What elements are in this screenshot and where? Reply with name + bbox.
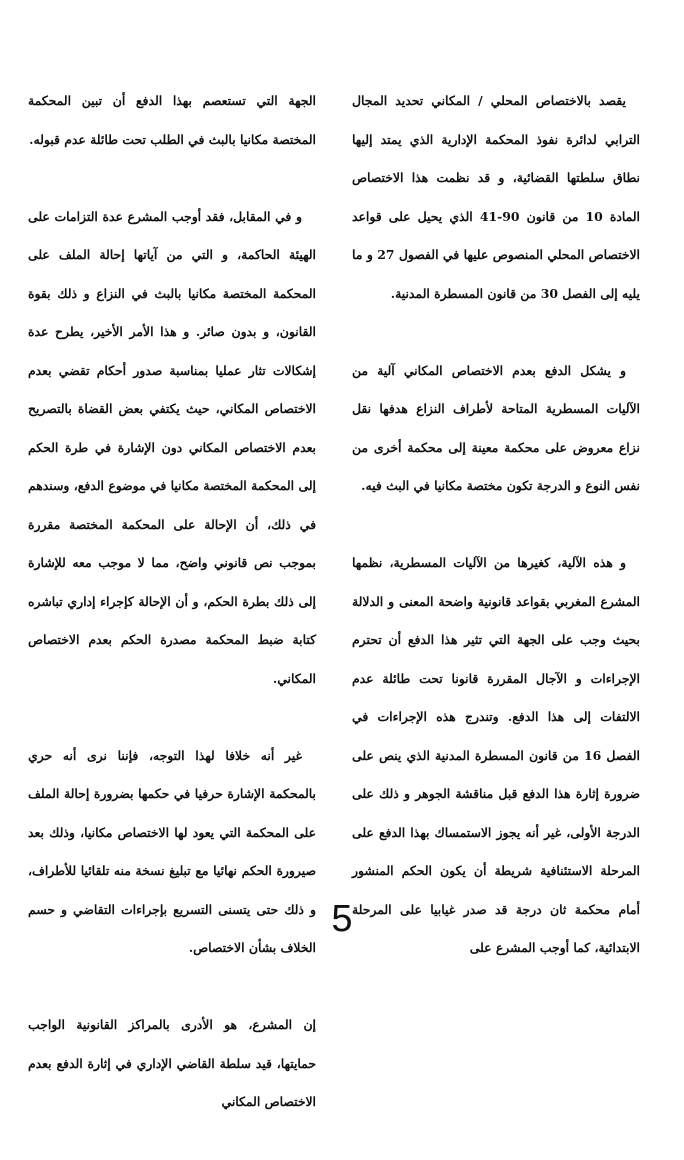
page-number: 5 xyxy=(331,898,353,940)
left-paragraph-1: الجهة التي تستعصم بهذا الدفع أن تبين المحكمة المختصة مكانيا بالبث في الطلب تحت طائلة عدم قبوله. xyxy=(28,93,316,147)
left-paragraph-3: غير أنه خلافا لهذا التوجه، فإننا نرى أنه حري بالمحكمة الإشارة حرفيا في حكمها بضرورة إحالة الملف على المحكمة التي يعود لها الاختصاص مكانيا، وذلك بعد صيرورة الحكم نهائيا مع تبليغ نسخة منه تلقائيا للأطراف، و ذلك حتى يتسنى التسريع بإجراءات التقاضي و حسم الخلاف بشأن الاختصاص. xyxy=(28,747,316,955)
right-paragraph-3: و هذه الآلية، كغيرها من الآليات المسطرية، نظمها المشرع المغربي بقواعد قانونية واضحة المعنى و الدلالة بحيث وجب على الجهة التي تثير هذا الدفع أن تحترم الإجراءات و الآجال المقررة قانونا تحت طائلة عدم الالتفات إلى هذا الدفع. وتندرج هذه الإجراءات في الفصل 16 من قانون المسطرة المدنية الذي ينص على ضرورة إثارة هذا الدفع قبل مناقشة الجوهر و ذلك على الدرجة الأولى، غير أنه يجوز الاستمساك بهذا الدفع على المرحلة الاستئنافية شريطة أن يكون الحكم المنشور أمام محكمة ثان درجة قد صدر غيابيا على المرحلة الابتدائية، كما أوجب المشرع على xyxy=(352,555,640,955)
left-paragraph-4: إن المشرع، هو الأدرى بالمراكز القانونية الواجب حمايتها، قيد سلطة القاضي الإداري في إثارة الدفع بعدم الاختصاص المكاني xyxy=(28,1017,316,1109)
right-paragraph-2: و يشكل الدفع بعدم الاختصاص المكاني آلية من الآليات المسطرية المتاحة لأطراف النزاع هدفها نقل نزاع معروض على محكمة معينة إلى محكمة أخرى من نفس النوع و الدرجة تكون مختصة مكانيا في البث فيه. xyxy=(352,362,640,493)
right-column xyxy=(352,82,640,1006)
right-paragraph-1: يقصد بالاختصاص المحلي / المكاني تحديد المجال الترابي لدائرة نفوذ المحكمة الإدارية الذي يمتد إليها نطاق سلطتها القضائية، و قد نظمت هذا الاختصاص المادة 10 من قانون 90-41 الذي يحيل على قواعد الاختصاص المحلي المنصوص عليها في الفصول 27 و ما يليه إلى الفصل 30 من قانون المسطرة المدنية. xyxy=(352,93,640,301)
left-column xyxy=(28,82,316,1160)
left-paragraph-2: و في المقابل، فقد أوجب المشرع عدة التزامات على الهيئة الحاكمة، و التي من آياتها إحالة الملف على المحكمة المختصة مكانيا بالبث في النزاع و ذلك بقوة القانون، و بدون صائر. و هذا الأمر الأخير، يطرح عدة إشكالات تثار عمليا بمناسبة صدور أحكام تقضي بعدم الاختصاص المكاني، حيث يكتفي بعض القضاة بالتصريح بعدم الاختصاص المكاني دون الإشارة في طرة الحكم إلى المحكمة المختصة مكانيا في موضوع الدفع، وسندهم في ذلك، أن الإحالة على المحكمة المختصة مقررة بموجب نص قانوني واضح، مما لا موجب معه للإشارة إلى ذلك بطرة الحكم، و أن الإحالة كإجراء إداري تباشره كتابة ضبط المحكمة مصدرة الحكم بعدم الاختصاص المكاني. xyxy=(28,208,316,686)
